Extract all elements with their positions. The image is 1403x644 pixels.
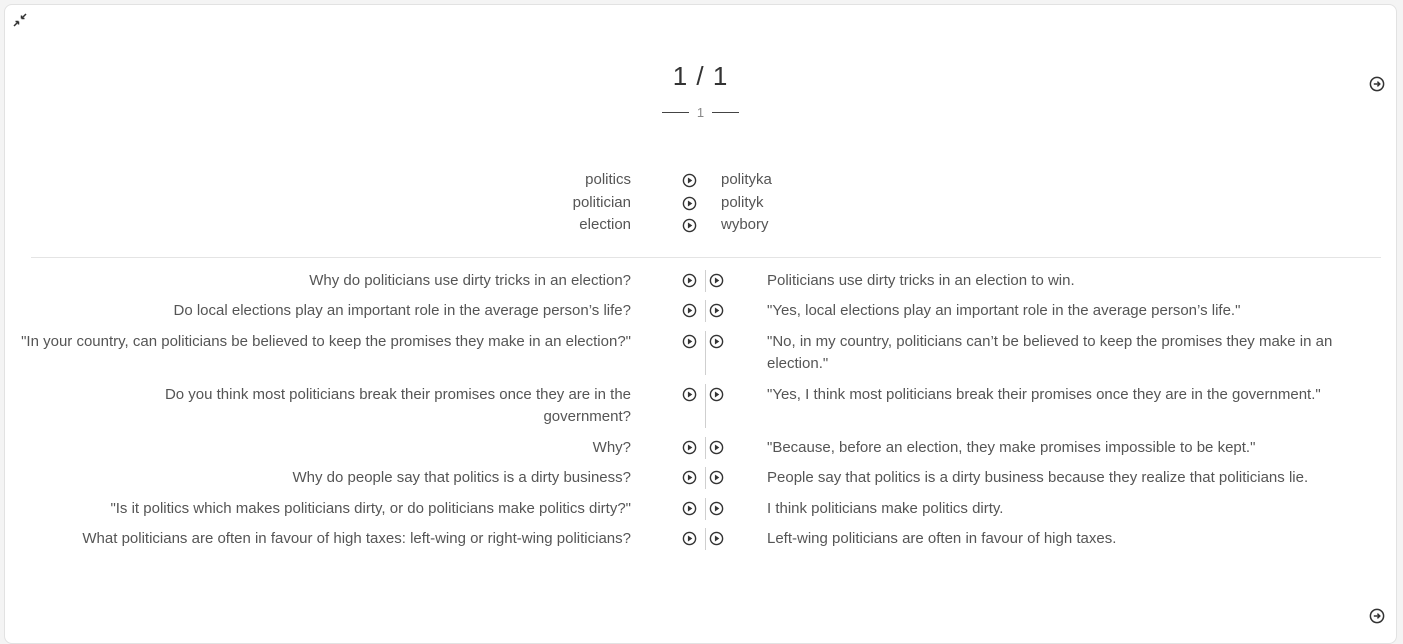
play-question-icon[interactable]	[682, 531, 697, 546]
page-counter: 1 / 1	[672, 61, 729, 91]
play-question-icon[interactable]	[682, 387, 697, 402]
answer-text: "Because, before an election, they make promises impossible to be kept."	[767, 439, 1256, 456]
qa-separator	[705, 528, 706, 550]
play-icon[interactable]	[682, 173, 697, 188]
play-answer-icon[interactable]	[709, 501, 724, 516]
answer-text: "Yes, I think most politicians break their promises once they are in the government."	[767, 386, 1321, 403]
section-divider	[31, 257, 1381, 258]
qa-separator	[705, 331, 706, 375]
qa-separator	[705, 437, 706, 459]
play-answer-icon[interactable]	[709, 531, 724, 546]
question-text: Why?	[592, 439, 631, 456]
play-answer-icon[interactable]	[709, 334, 724, 349]
play-question-icon[interactable]	[682, 501, 697, 516]
play-icon[interactable]	[682, 196, 697, 211]
question-text: Do you think most politicians break their promises once they are in the government?	[164, 386, 631, 425]
play-answer-icon[interactable]	[709, 440, 724, 455]
section-indicator	[5, 105, 1396, 120]
play-question-icon[interactable]	[682, 470, 697, 485]
qa-separator	[705, 467, 706, 489]
play-question-icon[interactable]	[682, 273, 697, 288]
collapse-icon[interactable]	[13, 13, 27, 27]
answer-text: Left-wing politicians are often in favour of high taxes.	[767, 530, 1117, 547]
next-arrow-icon[interactable]	[1369, 76, 1385, 92]
vocab-word-pl: polityka	[721, 171, 772, 188]
qa-separator	[705, 300, 706, 322]
qa-separator	[705, 384, 706, 428]
question-text: "Is it politics which makes politicians dirty, or do politicians make politics dirty?"	[110, 500, 631, 517]
divider-right	[712, 112, 739, 113]
play-answer-icon[interactable]	[709, 273, 724, 288]
answer-text: "No, in my country, politicians can’t be believed to keep the promises they make in an election."	[767, 333, 1333, 372]
vocab-word-en: politician	[572, 194, 631, 211]
play-question-icon[interactable]	[682, 334, 697, 349]
next-arrow-icon[interactable]	[1369, 608, 1385, 624]
qa-separator	[705, 270, 706, 292]
question-text: Why do people say that politics is a dirty business?	[292, 469, 631, 486]
lesson-card	[4, 4, 1397, 644]
divider-left	[662, 112, 689, 113]
vocab-word-pl: polityk	[721, 194, 764, 211]
section-number: 1	[696, 105, 705, 120]
question-text: What politicians are often in favour of high taxes: left-wing or right-wing politicians?	[82, 530, 631, 547]
question-text: Do local elections play an important role in the average person’s life?	[173, 302, 631, 319]
play-answer-icon[interactable]	[709, 387, 724, 402]
play-answer-icon[interactable]	[709, 303, 724, 318]
play-icon[interactable]	[682, 218, 697, 233]
question-text: "In your country, can politicians be believed to keep the promises they make in an election?"	[21, 333, 631, 350]
answer-text: Politicians use dirty tricks in an election to win.	[767, 272, 1075, 289]
vocab-word-en: politics	[585, 171, 631, 188]
play-answer-icon[interactable]	[709, 470, 724, 485]
play-question-icon[interactable]	[682, 440, 697, 455]
qa-separator	[705, 498, 706, 520]
question-text: Why do politicians use dirty tricks in an election?	[309, 272, 631, 289]
answer-text: People say that politics is a dirty business because they realize that politicians lie.	[767, 469, 1309, 486]
answer-text: "Yes, local elections play an important role in the average person’s life."	[767, 302, 1241, 319]
answer-text: I think politicians make politics dirty.	[767, 500, 1004, 517]
vocab-word-en: election	[579, 216, 631, 233]
play-question-icon[interactable]	[682, 303, 697, 318]
vocab-word-pl: wybory	[721, 216, 769, 233]
